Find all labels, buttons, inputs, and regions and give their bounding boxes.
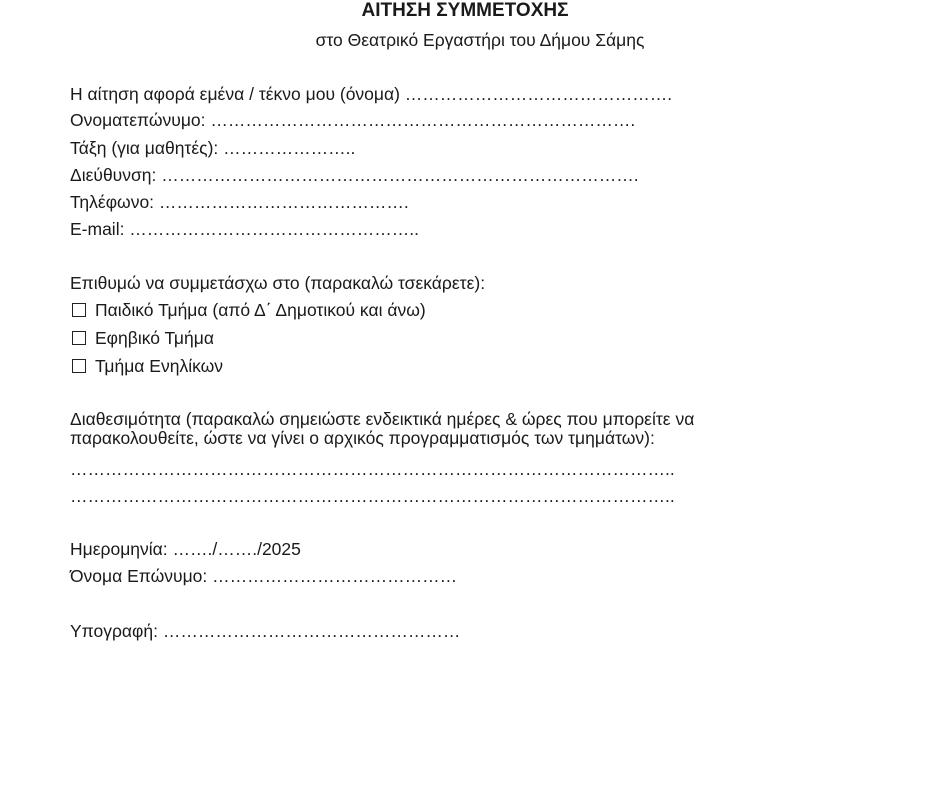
option-adults[interactable] xyxy=(70,355,223,377)
option-children[interactable] xyxy=(70,299,426,321)
option-label: Παιδικό Τμήμα (από Δ΄ Δημοτικού και άνω) xyxy=(95,300,426,320)
field-grade[interactable]: Τάξη (για μαθητές): ………………….. xyxy=(70,138,356,158)
option-label: Εφηβικό Τμήμα xyxy=(95,328,214,348)
form-subtitle: στο Θεατρικό Εργαστήρι του Δήμου Σάμης xyxy=(315,30,645,50)
field-signature[interactable]: Υπογραφή: …………………………………………… xyxy=(70,621,461,641)
field-fullname[interactable]: Ονοματεπώνυμο: ………………………………………………………………. xyxy=(70,110,636,130)
field-phone[interactable]: Τηλέφωνο: ……………………………………. xyxy=(70,192,409,212)
field-address[interactable]: Διεύθυνση: ………………………………………………………………………. xyxy=(70,165,639,185)
field-applicant[interactable]: Η αίτηση αφορά εμένα / τέκνο μου (όνομα) ………………………………………. xyxy=(70,84,673,104)
availability-line-2[interactable]: ………………………………………………………………………………………….. xyxy=(70,486,675,506)
availability-text: Διαθεσιμότητα (παρακαλώ σημειώστε ενδεικτικά ημέρες & ώρες που μπορείτε να παρακολουθείτε, ώστε να γίνει ο αρχικός προγραμματισμός των τμημάτων): xyxy=(70,409,695,448)
field-date[interactable]: Ημερομηνία: ……./……./2025 xyxy=(70,539,301,559)
checkbox[interactable] xyxy=(72,359,86,373)
checkbox[interactable] xyxy=(72,303,86,317)
option-teens[interactable] xyxy=(70,327,214,349)
field-signer-name[interactable]: Όνομα Επώνυμο: …………………………………… xyxy=(70,566,458,586)
participation-intro: Επιθυμώ να συμμετάσχω στο (παρακαλώ τσεκάρετε): xyxy=(70,273,486,293)
option-label: Τμήμα Ενηλίκων xyxy=(95,356,224,376)
availability-line-1[interactable]: ………………………………………………………………………………………….. xyxy=(70,459,675,479)
form-title: ΑΙΤΗΣΗ ΣΥΜΜΕΤΟΧΗΣ xyxy=(361,0,569,21)
checkbox[interactable] xyxy=(72,331,86,345)
field-email[interactable]: E-mail: ………………………………………….. xyxy=(70,219,420,239)
